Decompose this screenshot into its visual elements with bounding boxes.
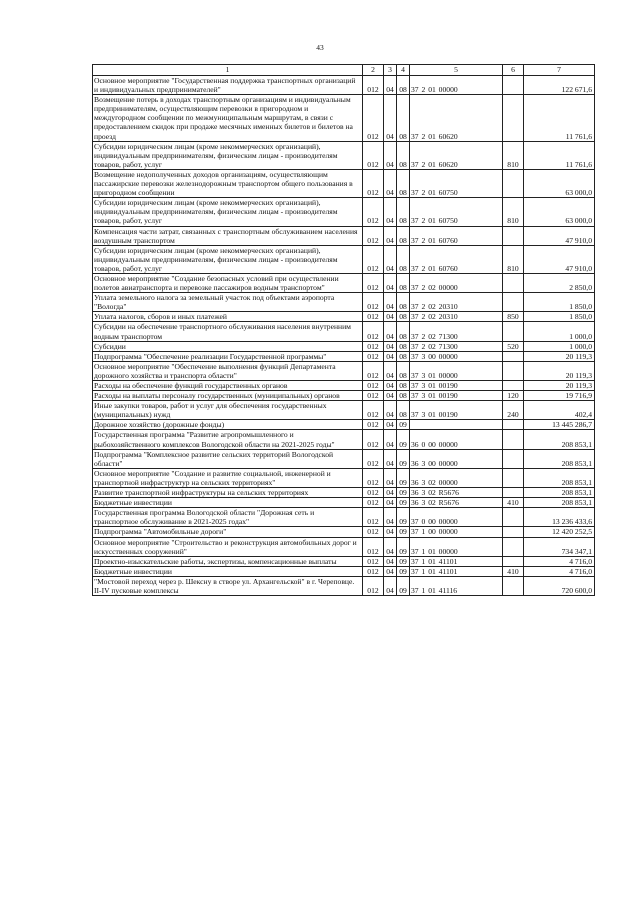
section-code-cell: 04	[384, 312, 397, 322]
section-code-cell: 04	[384, 141, 397, 169]
subsection-code-cell: 09	[397, 527, 410, 537]
subsection-code-cell: 08	[397, 361, 410, 380]
section-code-cell: 04	[384, 381, 397, 391]
table-row	[93, 381, 595, 391]
expense-type-cell	[503, 488, 524, 498]
row-name-cell: Подпрограмма "Обеспечение реализации Государственной программы"	[93, 351, 363, 361]
amount-cell: 63 000,0	[524, 198, 595, 226]
expense-type-cell	[503, 361, 524, 380]
table-row	[93, 401, 595, 420]
table-row	[93, 430, 595, 449]
section-code-cell: 04	[384, 537, 397, 556]
target-article-cell: 37 2 01 60750	[410, 169, 503, 197]
section-code-cell: 04	[384, 420, 397, 430]
subsection-code-cell: 09	[397, 556, 410, 566]
section-code-cell: 04	[384, 556, 397, 566]
subsection-code-cell: 08	[397, 293, 410, 312]
amount-cell: 208 853,1	[524, 468, 595, 487]
row-name-cell: Бюджетные инвестиции	[93, 566, 363, 576]
header-col-6: 6	[503, 65, 524, 76]
amount-cell: 19 716,9	[524, 391, 595, 401]
table-row	[93, 322, 595, 341]
ministry-code-cell: 012	[363, 226, 384, 245]
section-code-cell: 04	[384, 293, 397, 312]
subsection-code-cell: 08	[397, 341, 410, 351]
header-col-7: 7	[524, 65, 595, 76]
row-name-cell: Уплата земельного налога за земельный участок под объектами аэропорта "Вологда"	[93, 293, 363, 312]
section-code-cell: 04	[384, 322, 397, 341]
target-article-cell: 36 3 02 R5676	[410, 498, 503, 508]
section-code-cell: 04	[384, 449, 397, 468]
row-name-cell: Основное мероприятие "Строительство и реконструкция автомобильных дорог и искусственных сооружений"	[93, 537, 363, 556]
table-row	[93, 498, 595, 508]
target-article-cell: 37 2 01 60620	[410, 141, 503, 169]
subsection-code-cell: 09	[397, 537, 410, 556]
ministry-code-cell: 012	[363, 468, 384, 487]
target-article-cell: 37 1 01 41101	[410, 556, 503, 566]
ministry-code-cell: 012	[363, 537, 384, 556]
ministry-code-cell: 012	[363, 169, 384, 197]
table-row	[93, 361, 595, 380]
header-col-3: 3	[384, 65, 397, 76]
expense-type-cell	[503, 468, 524, 487]
header-col-2: 2	[363, 65, 384, 76]
target-article-cell: 36 3 00 00000	[410, 449, 503, 468]
row-name-cell: Возмещение потерь в доходах транспортным организациям и индивидуальным предпринимателям, осуществляющим перевозки в пригородном и междугородном сообщении по межмуниципальным маршрутам, в связи с предоставлением скидок при продаже месячных именных билетов и билетов на проезд	[93, 95, 363, 141]
table-row	[93, 293, 595, 312]
table-body	[93, 76, 595, 596]
subsection-code-cell: 08	[397, 141, 410, 169]
target-article-cell: 37 0 00 00000	[410, 508, 503, 527]
ministry-code-cell: 012	[363, 449, 384, 468]
section-code-cell: 04	[384, 576, 397, 595]
row-name-cell: Основное мероприятие "Обеспечение выполнения функций Департамента дорожного хозяйства и транспорта области"	[93, 361, 363, 380]
section-code-cell: 04	[384, 273, 397, 292]
amount-cell: 12 420 252,5	[524, 527, 595, 537]
row-name-cell: Основное мероприятие "Создание безопасных условий при осуществлении полетов авиатранспорта и перевозке пассажиров водным транспортом"	[93, 273, 363, 292]
amount-cell: 11 761,6	[524, 141, 595, 169]
amount-cell: 11 761,6	[524, 95, 595, 141]
subsection-code-cell: 09	[397, 488, 410, 498]
ministry-code-cell: 012	[363, 293, 384, 312]
section-code-cell: 04	[384, 566, 397, 576]
expense-type-cell	[503, 537, 524, 556]
subsection-code-cell: 09	[397, 576, 410, 595]
subsection-code-cell: 09	[397, 498, 410, 508]
ministry-code-cell: 012	[363, 498, 384, 508]
section-code-cell: 04	[384, 508, 397, 527]
table-row	[93, 226, 595, 245]
expense-type-cell	[503, 351, 524, 361]
amount-cell: 122 671,6	[524, 76, 595, 95]
expense-type-cell	[503, 576, 524, 595]
target-article-cell: 37 3 01 00190	[410, 381, 503, 391]
table-row	[93, 312, 595, 322]
table-row	[93, 508, 595, 527]
amount-cell: 720 600,0	[524, 576, 595, 595]
table-row	[93, 245, 595, 273]
table-row	[93, 537, 595, 556]
expense-type-cell: 810	[503, 198, 524, 226]
expense-type-cell	[503, 322, 524, 341]
subsection-code-cell: 08	[397, 322, 410, 341]
expense-type-cell: 810	[503, 245, 524, 273]
row-name-cell: Подпрограмма "Комплексное развитие сельских территорий Вологодской области"	[93, 449, 363, 468]
ministry-code-cell: 012	[363, 312, 384, 322]
row-name-cell: Компенсация части затрат, связанных с транспортным обслуживанием населения воздушным транспортом	[93, 226, 363, 245]
subsection-code-cell: 08	[397, 198, 410, 226]
row-name-cell: Субсидии юридическим лицам (кроме некоммерческих организаций), индивидуальным предпринимателям, физическим лицам - производителям товаров, работ, услуг	[93, 141, 363, 169]
target-article-cell: 37 2 02 71300	[410, 322, 503, 341]
table-row	[93, 198, 595, 226]
row-name-cell: Подпрограмма "Автомобильные дороги"	[93, 527, 363, 537]
target-article-cell: 37 1 01 41101	[410, 566, 503, 576]
ministry-code-cell: 012	[363, 273, 384, 292]
table-row	[93, 273, 595, 292]
table-row	[93, 351, 595, 361]
target-article-cell	[410, 420, 503, 430]
amount-cell: 734 347,1	[524, 537, 595, 556]
target-article-cell: 37 2 02 71300	[410, 341, 503, 351]
expense-type-cell	[503, 226, 524, 245]
expense-type-cell	[503, 420, 524, 430]
subsection-code-cell: 08	[397, 95, 410, 141]
target-article-cell: 37 2 02 00000	[410, 273, 503, 292]
target-article-cell: 36 0 00 00000	[410, 430, 503, 449]
section-code-cell: 04	[384, 245, 397, 273]
table-row	[93, 566, 595, 576]
section-code-cell: 04	[384, 430, 397, 449]
subsection-code-cell: 08	[397, 169, 410, 197]
amount-cell: 208 853,1	[524, 449, 595, 468]
row-name-cell: Государственная программа "Развитие агропромышленного и рыбохозяйственного комплексов Вологодской области на 2021-2025 годы"	[93, 430, 363, 449]
amount-cell: 2 850,0	[524, 273, 595, 292]
expense-type-cell	[503, 449, 524, 468]
row-name-cell: Иные закупки товаров, работ и услуг для обеспечения государственных (муниципальных) нужд	[93, 401, 363, 420]
subsection-code-cell: 08	[397, 245, 410, 273]
expense-type-cell: 410	[503, 566, 524, 576]
expense-type-cell	[503, 556, 524, 566]
expense-type-cell	[503, 169, 524, 197]
amount-cell: 1 000,0	[524, 341, 595, 351]
target-article-cell: 37 2 02 20310	[410, 312, 503, 322]
row-name-cell: Основное мероприятие "Создание и развитие социальной, инженерной и транспортной инфраструктур на сельских территориях"	[93, 468, 363, 487]
ministry-code-cell: 012	[363, 576, 384, 595]
amount-cell: 1 000,0	[524, 322, 595, 341]
ministry-code-cell: 012	[363, 95, 384, 141]
table-row	[93, 95, 595, 141]
section-code-cell: 04	[384, 361, 397, 380]
row-name-cell: Расходы на выплаты персоналу государственных (муниципальных) органов	[93, 391, 363, 401]
amount-cell: 63 000,0	[524, 169, 595, 197]
section-code-cell: 04	[384, 468, 397, 487]
row-name-cell: Проектно-изыскательские работы, экспертизы, компенсационные выплаты	[93, 556, 363, 566]
table-row	[93, 556, 595, 566]
subsection-code-cell: 08	[397, 381, 410, 391]
ministry-code-cell: 012	[363, 351, 384, 361]
expense-type-cell	[503, 273, 524, 292]
amount-cell: 208 853,1	[524, 488, 595, 498]
section-code-cell: 04	[384, 76, 397, 95]
target-article-cell: 37 2 01 60760	[410, 226, 503, 245]
amount-cell: 208 853,1	[524, 498, 595, 508]
header-row	[93, 65, 595, 76]
target-article-cell: 37 2 01 60750	[410, 198, 503, 226]
row-name-cell: Бюджетные инвестиции	[93, 498, 363, 508]
table-row	[93, 527, 595, 537]
row-name-cell: Уплата налогов, сборов и иных платежей	[93, 312, 363, 322]
expense-type-cell: 520	[503, 341, 524, 351]
ministry-code-cell: 012	[363, 430, 384, 449]
subsection-code-cell: 08	[397, 226, 410, 245]
expense-type-cell: 120	[503, 391, 524, 401]
section-code-cell: 04	[384, 226, 397, 245]
row-name-cell: Государственная программа Вологодской области "Дорожная сеть и транспортное обслуживание в 2021-2025 годах"	[93, 508, 363, 527]
subsection-code-cell: 08	[397, 351, 410, 361]
section-code-cell: 04	[384, 401, 397, 420]
target-article-cell: 36 3 02 R5676	[410, 488, 503, 498]
subsection-code-cell: 09	[397, 468, 410, 487]
amount-cell: 47 910,0	[524, 226, 595, 245]
table-row	[93, 449, 595, 468]
amount-cell: 13 445 286,7	[524, 420, 595, 430]
table-row	[93, 488, 595, 498]
ministry-code-cell: 012	[363, 322, 384, 341]
ministry-code-cell: 012	[363, 245, 384, 273]
expense-type-cell: 240	[503, 401, 524, 420]
header-col-1: 1	[93, 65, 363, 76]
target-article-cell: 37 2 02 20310	[410, 293, 503, 312]
table-row	[93, 576, 595, 595]
target-article-cell: 37 2 01 60620	[410, 95, 503, 141]
ministry-code-cell: 012	[363, 198, 384, 226]
section-code-cell: 04	[384, 341, 397, 351]
table-row	[93, 420, 595, 430]
expense-type-cell	[503, 430, 524, 449]
row-name-cell: Расходы на обеспечение функций государственных органов	[93, 381, 363, 391]
table-row	[93, 341, 595, 351]
expense-type-cell: 410	[503, 498, 524, 508]
subsection-code-cell: 09	[397, 430, 410, 449]
expense-type-cell	[503, 95, 524, 141]
amount-cell: 1 850,0	[524, 312, 595, 322]
subsection-code-cell: 08	[397, 391, 410, 401]
row-name-cell: Субсидии на обеспечение транспортного обслуживания населения внутренним водным транспортом	[93, 322, 363, 341]
ministry-code-cell: 012	[363, 341, 384, 351]
row-name-cell: "Мостовой переход через р. Шексну в створе ул. Архангельской" в г. Череповце. II-IV пусковые комплексы	[93, 576, 363, 595]
amount-cell: 13 236 433,6	[524, 508, 595, 527]
ministry-code-cell: 012	[363, 556, 384, 566]
subsection-code-cell: 09	[397, 449, 410, 468]
ministry-code-cell: 012	[363, 381, 384, 391]
header-col-4: 4	[397, 65, 410, 76]
target-article-cell: 37 1 00 00000	[410, 527, 503, 537]
amount-cell: 20 119,3	[524, 361, 595, 380]
section-code-cell: 04	[384, 351, 397, 361]
section-code-cell: 04	[384, 95, 397, 141]
table-row	[93, 468, 595, 487]
section-code-cell: 04	[384, 391, 397, 401]
section-code-cell: 04	[384, 198, 397, 226]
subsection-code-cell: 08	[397, 312, 410, 322]
target-article-cell: 37 2 01 60760	[410, 245, 503, 273]
amount-cell: 20 119,3	[524, 381, 595, 391]
row-name-cell: Субсидии юридическим лицам (кроме некоммерческих организаций), индивидуальным предпринимателям, физическим лицам - производителям товаров, работ, услуг	[93, 198, 363, 226]
ministry-code-cell: 012	[363, 361, 384, 380]
expense-type-cell	[503, 527, 524, 537]
amount-cell: 1 850,0	[524, 293, 595, 312]
subsection-code-cell: 09	[397, 420, 410, 430]
ministry-code-cell: 012	[363, 488, 384, 498]
expense-type-cell	[503, 293, 524, 312]
target-article-cell: 37 3 00 00000	[410, 351, 503, 361]
section-code-cell: 04	[384, 488, 397, 498]
row-name-cell: Субсидии юридическим лицам (кроме некоммерческих организаций), индивидуальным предпринимателям, физическим лицам - производителям товаров, работ, услуг	[93, 245, 363, 273]
table-row	[93, 391, 595, 401]
expense-type-cell	[503, 508, 524, 527]
target-article-cell: 37 3 01 00000	[410, 361, 503, 380]
amount-cell: 208 853,1	[524, 430, 595, 449]
ministry-code-cell: 012	[363, 566, 384, 576]
section-code-cell: 04	[384, 498, 397, 508]
amount-cell: 402,4	[524, 401, 595, 420]
expense-type-cell: 850	[503, 312, 524, 322]
target-article-cell: 37 3 01 00190	[410, 401, 503, 420]
subsection-code-cell: 09	[397, 566, 410, 576]
expense-type-cell	[503, 381, 524, 391]
header-col-5: 5	[410, 65, 503, 76]
amount-cell: 20 119,3	[524, 351, 595, 361]
table-row	[93, 76, 595, 95]
subsection-code-cell: 08	[397, 76, 410, 95]
subsection-code-cell: 08	[397, 401, 410, 420]
expense-type-cell: 810	[503, 141, 524, 169]
table-row	[93, 169, 595, 197]
target-article-cell: 37 1 01 00000	[410, 537, 503, 556]
target-article-cell: 37 2 01 00000	[410, 76, 503, 95]
section-code-cell: 04	[384, 169, 397, 197]
row-name-cell: Субсидии	[93, 341, 363, 351]
amount-cell: 4 716,0	[524, 566, 595, 576]
row-name-cell: Развитие транспортной инфраструктуры на сельских территориях	[93, 488, 363, 498]
target-article-cell: 36 3 02 00000	[410, 468, 503, 487]
amount-cell: 4 716,0	[524, 556, 595, 566]
row-name-cell: Возмещение недополученных доходов организациям, осуществляющим пассажирские перевозки железнодорожным транспортом общего пользования в пригородном сообщении	[93, 169, 363, 197]
subsection-code-cell: 09	[397, 508, 410, 527]
ministry-code-cell: 012	[363, 420, 384, 430]
amount-cell: 47 910,0	[524, 245, 595, 273]
row-name-cell: Основное мероприятие "Государственная поддержка транспортных организаций и индивидуальных предпринимателей"	[93, 76, 363, 95]
target-article-cell: 37 1 01 41116	[410, 576, 503, 595]
budget-table	[92, 64, 595, 596]
ministry-code-cell: 012	[363, 401, 384, 420]
ministry-code-cell: 012	[363, 391, 384, 401]
subsection-code-cell: 08	[397, 273, 410, 292]
section-code-cell: 04	[384, 527, 397, 537]
ministry-code-cell: 012	[363, 527, 384, 537]
ministry-code-cell: 012	[363, 141, 384, 169]
ministry-code-cell: 012	[363, 508, 384, 527]
expense-type-cell	[503, 76, 524, 95]
page-number: 43	[316, 43, 324, 52]
table-row	[93, 141, 595, 169]
target-article-cell: 37 3 01 00190	[410, 391, 503, 401]
ministry-code-cell: 012	[363, 76, 384, 95]
row-name-cell: Дорожное хозяйство (дорожные фонды)	[93, 420, 363, 430]
